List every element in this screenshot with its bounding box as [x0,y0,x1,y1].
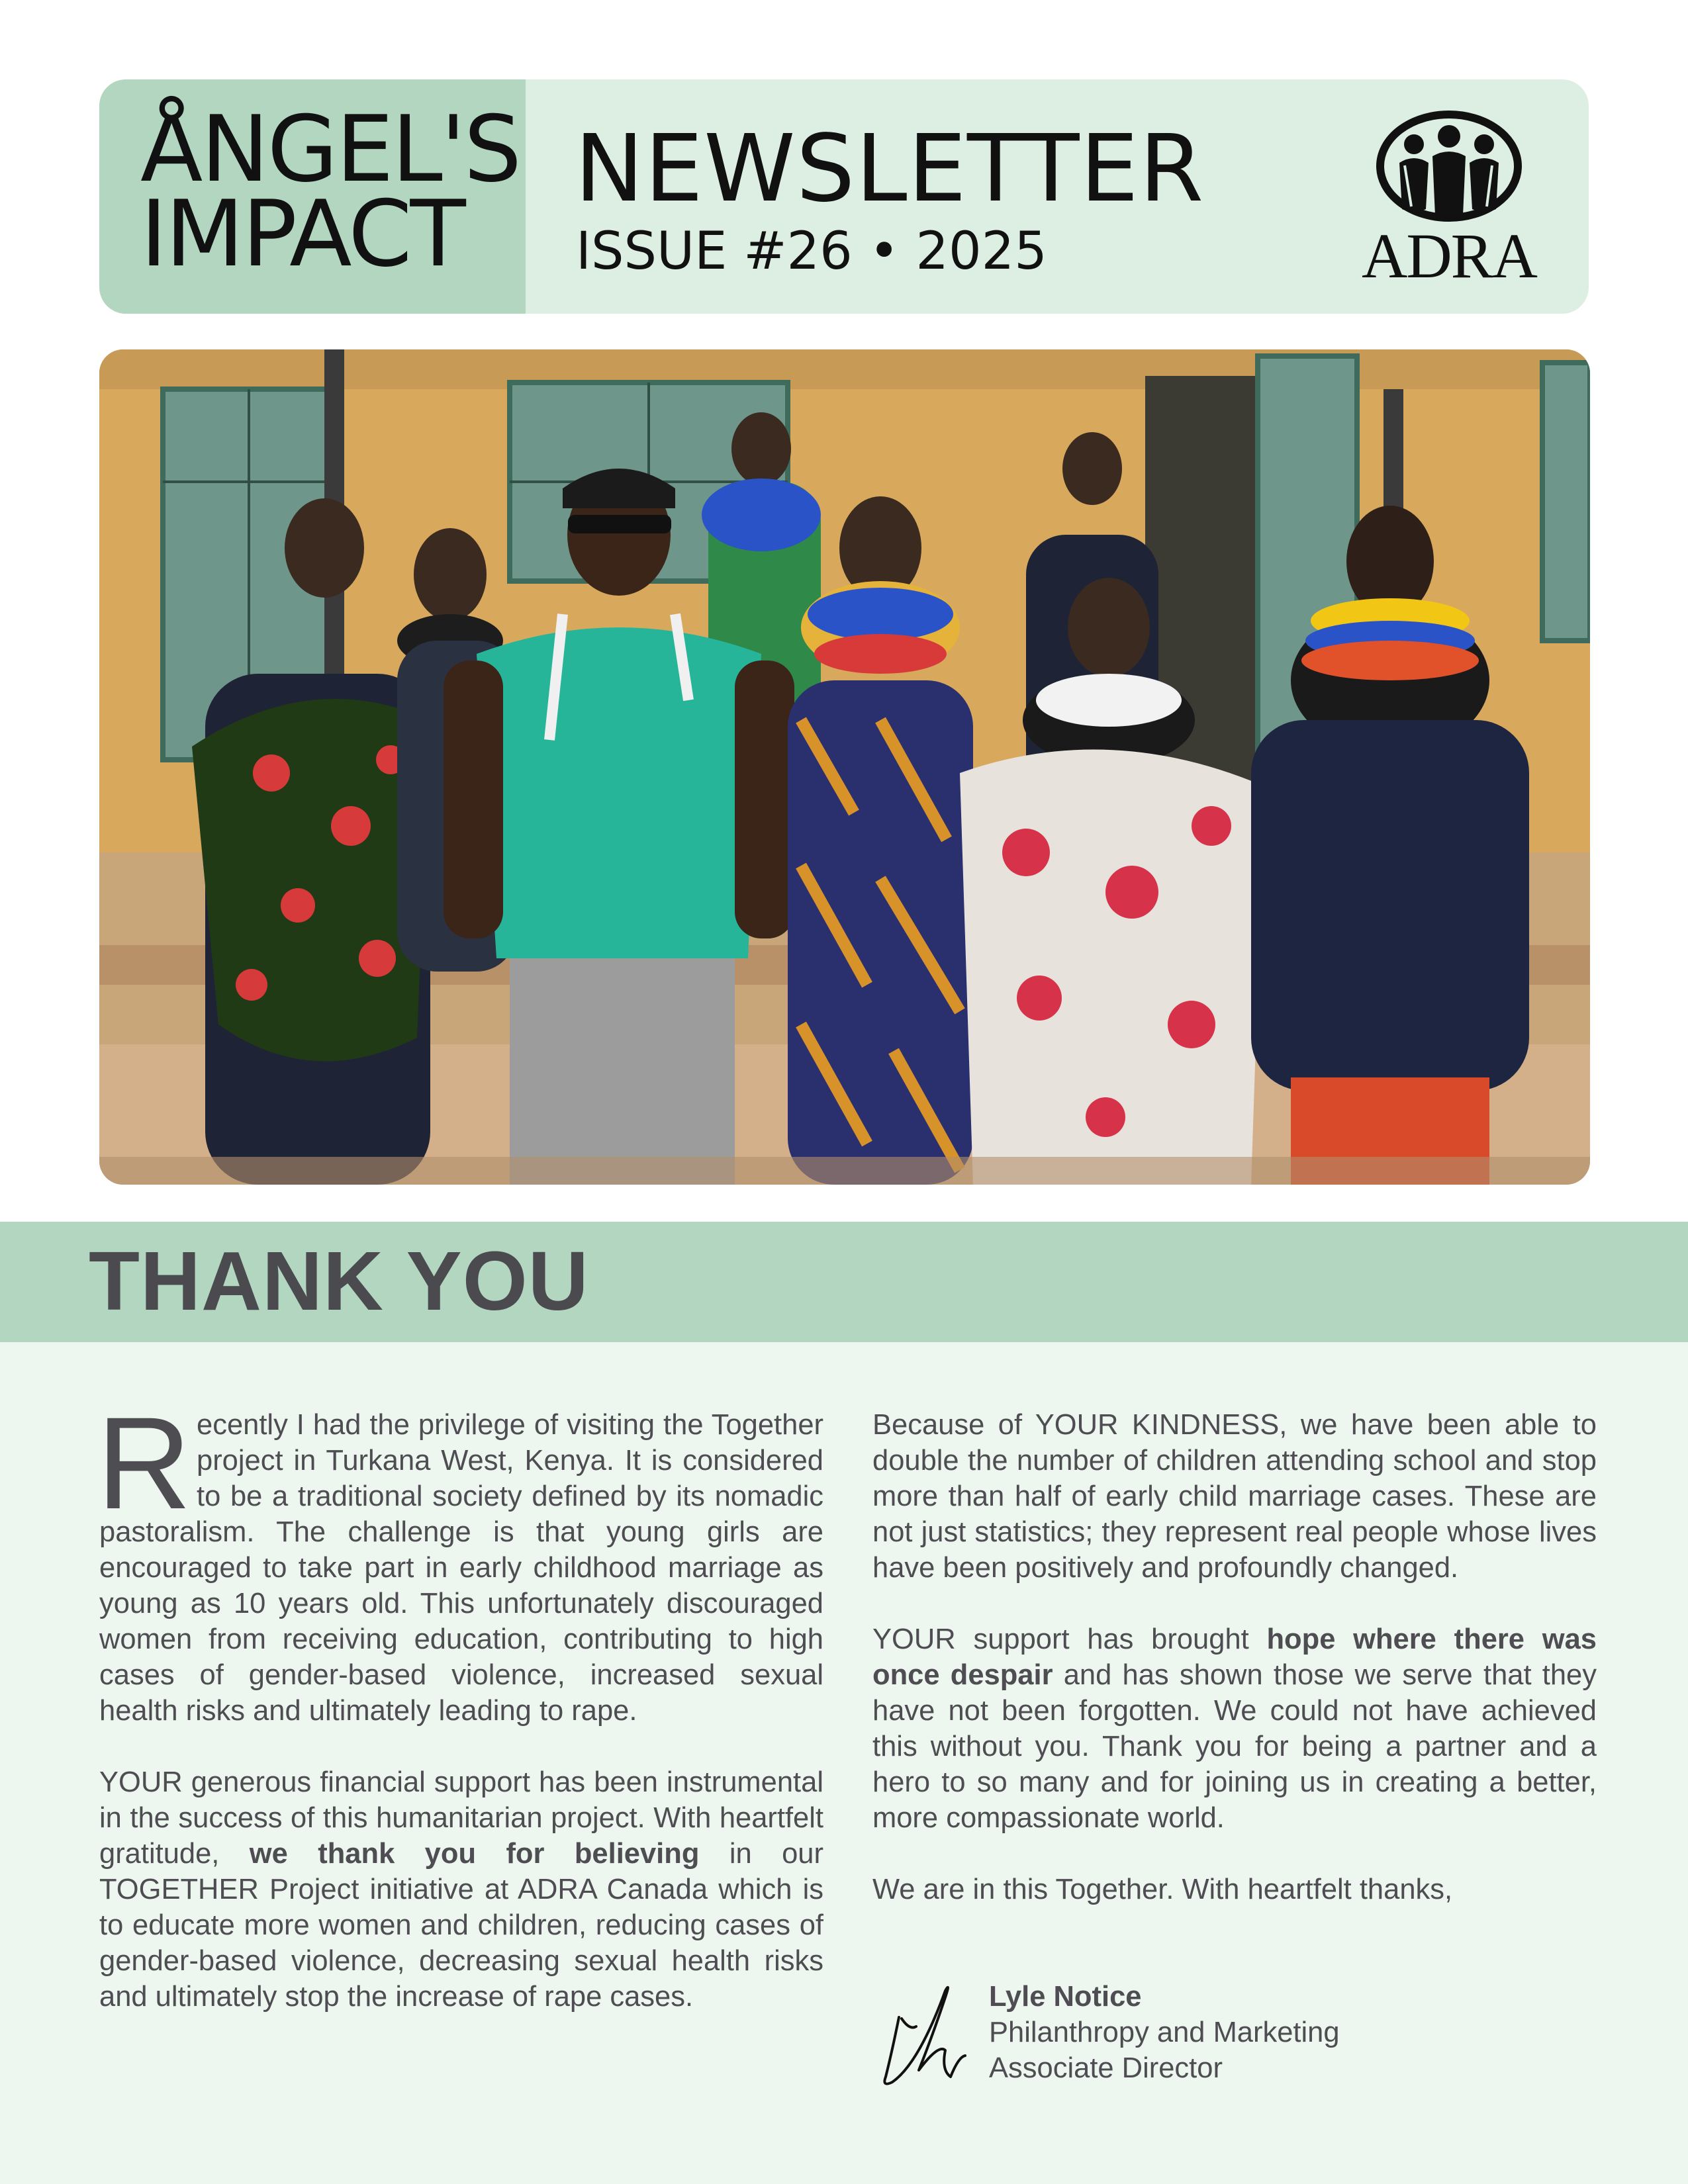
letter-paragraph-2-emphasis: we thank you for believing [249,1838,700,1870]
letter-paragraph-1 [97,1390,823,1729]
letter-paragraph-3: Because of YOUR KINDNESS, we have been able to double the number of children attending school and stop more than half of early child marriage cases. These are not just statistics; they represent real people whose lives have been positively and profoundly changed. [872,1409,1597,1584]
newsletter-label: NEWSLETTER [575,115,1205,223]
publication-title-line1: ÅNGEL'S [140,96,520,203]
letter-paragraph-4-end: and has shown those we serve that they have not been forgotten. We could not have achieved this without you. Thank you for being a partner and a hero to so many and for joining us in creating a better, more compassionate world. [872,1659,1597,1834]
publication-title [140,96,520,287]
signer-name: Lyle Notice [989,1981,1142,2013]
letter-paragraph-4-start: YOUR support has brought [872,1623,1267,1655]
letter-paragraph-2-start: YOUR generous financial support has been instrumental in the success of this humanitarian project. With heartfelt gratitude, [99,1766,823,1870]
section-band [0,1222,1688,1342]
letter-body [0,1342,1688,2184]
newsletter-header [99,79,1589,314]
letter-paragraph-2 [99,1764,823,2015]
group-photo [99,349,1590,1185]
section-title: THANK YOU [89,1234,589,1328]
letter-paragraph-2-end: in our TOGETHER Project initiative at ADRA Canada which is to educate more women and children, reducing cases of gender-based violence, decreasing sexual health risks and ultimately stop the increase of rape cases. [99,1838,823,2013]
letter-paragraph-4 [872,1621,1597,1836]
group-photo-illustration [99,349,1590,1185]
letter-paragraph-4-emphasis: hope where there was once despair [872,1623,1597,1691]
signer-role-line1: Philanthropy and Marketing [989,2017,1340,2048]
letter-column-right [872,1407,1597,1907]
header-title-block [99,79,526,314]
signer-block [989,1979,1340,2086]
drop-cap: R [97,1390,191,1536]
letter-paragraph-1-text: ecently I had the privilege of visiting the Together project in Turkana West, Kenya. It is considered to be a traditional society defined by its nomadic pastoralism. The challenge is that young girls are encouraged to take part in early childhood marriage as young as 10 years old. This unfortunately discouraged women from receiving education, contributing to high cases of gender-based violence, increased sexual health risks and ultimately leading to rape. [99,1409,823,1727]
publication-title-line2: IMPACT [140,181,464,287]
adra-people-circle-icon [1373,110,1525,222]
letter-column-left [97,1390,823,2015]
issue-label: ISSUE #26 • 2025 [576,222,1047,281]
adra-wordmark: ADRA [1361,220,1536,291]
handwritten-signature [872,1978,972,2090]
letter-closing: We are in this Together. With heartfelt thanks, [872,1874,1453,1905]
signer-role-line2: Associate Director [989,2052,1223,2084]
